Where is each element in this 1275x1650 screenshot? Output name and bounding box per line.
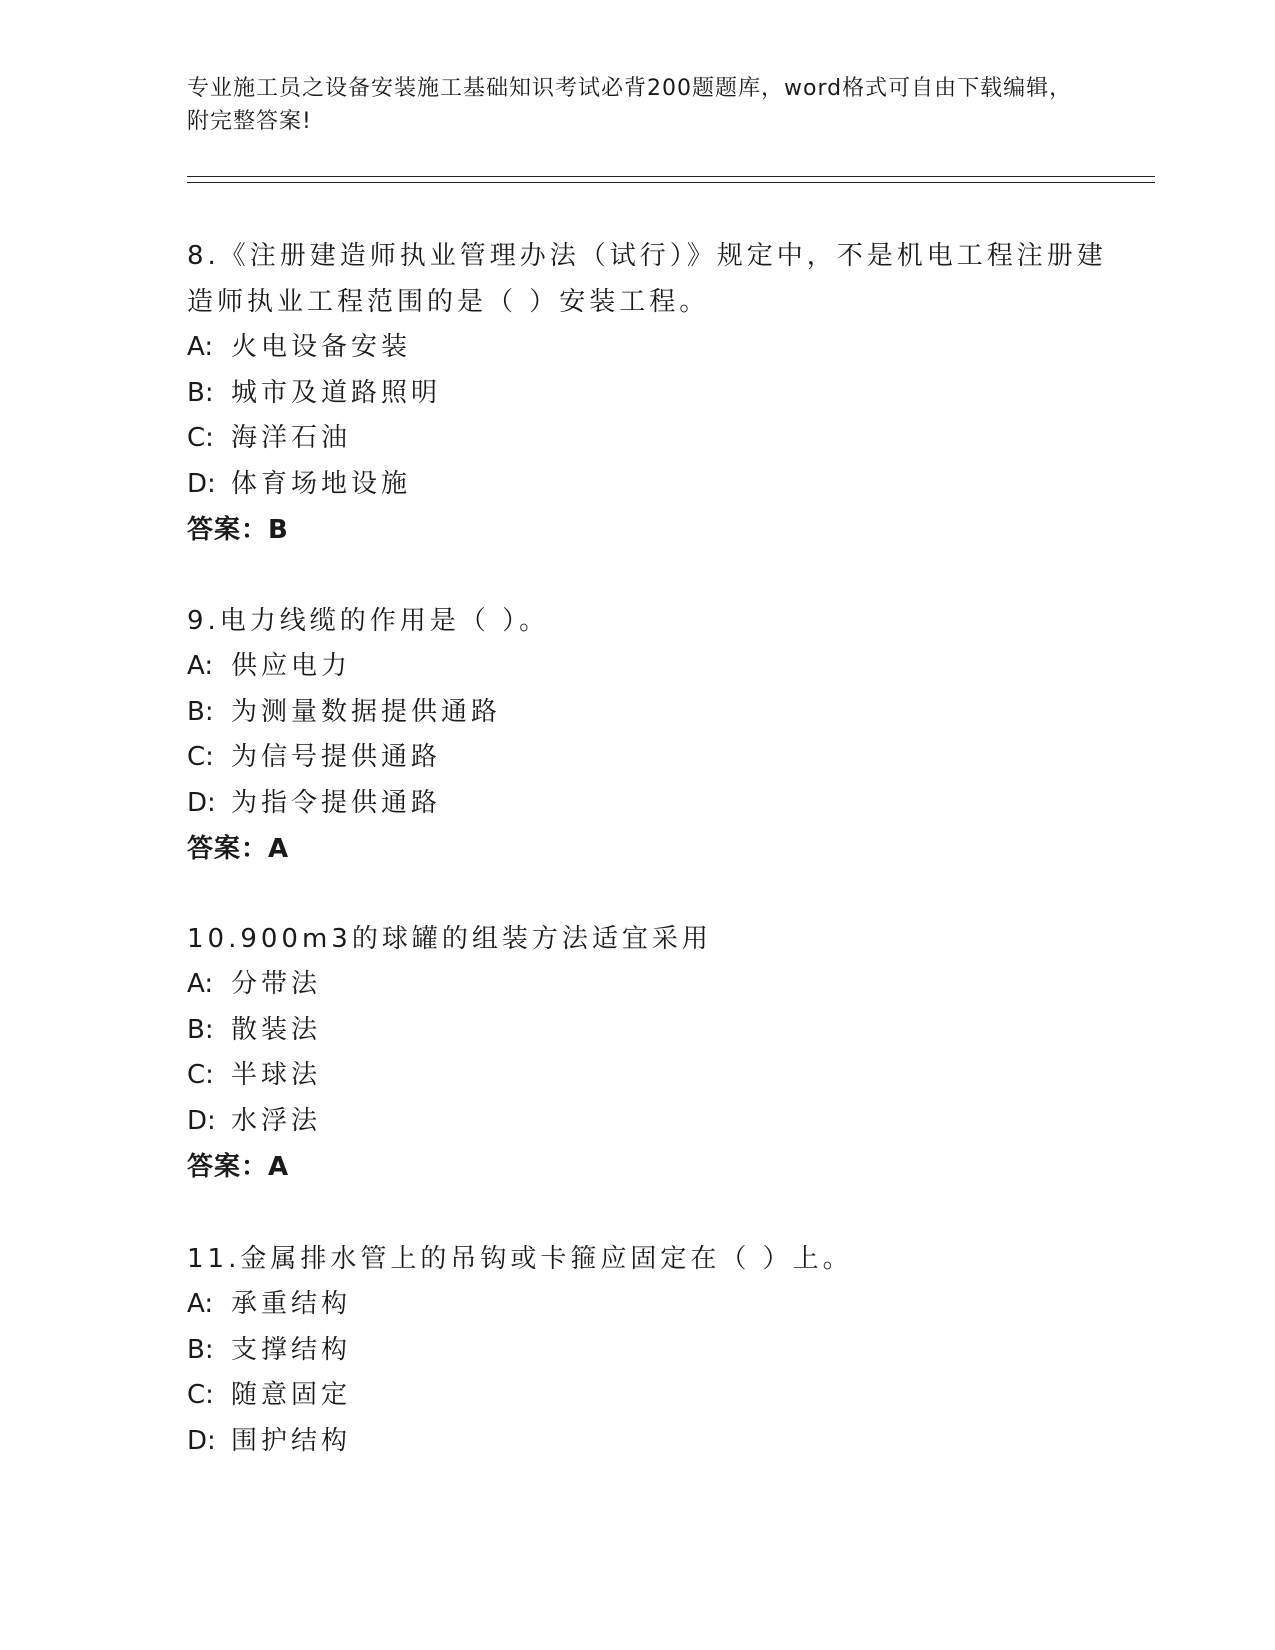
option-b (187, 1328, 1107, 1374)
option-text: 随意固定 (231, 1380, 352, 1410)
option-b (187, 690, 1107, 736)
option-text: 承重结构 (231, 1289, 352, 1319)
header-rule-top (187, 176, 1155, 177)
question-stem: 11.金属排水管上的吊钩或卡箍应固定在（ ）上。 (187, 1244, 853, 1274)
option-text: 城市及道路照明 (231, 377, 442, 408)
option-letter: D: (187, 787, 216, 818)
question-stem: 10.900m3的球罐的组装方法适宜采用 (187, 924, 712, 954)
option-a (187, 962, 1107, 1008)
option-text: 体育场地设施 (231, 468, 412, 499)
option-text: 支撑结构 (231, 1334, 352, 1365)
option-letter: A: (187, 969, 214, 999)
answer-label: 答案：A (187, 834, 290, 864)
document-header: 专业施工员之设备安装施工基础知识考试必背200题题库，word格式可自由下载编辑，附完整答案! (187, 76, 1073, 134)
option-letter: D: (187, 1105, 216, 1136)
option-text: 供应电力 (231, 651, 352, 681)
option-letter: B: (187, 1334, 214, 1365)
option-b (187, 371, 1107, 417)
option-letter: C: (187, 1060, 214, 1090)
option-d (187, 462, 1107, 508)
header-rule-bottom (187, 182, 1155, 183)
option-letter: D: (187, 468, 216, 499)
option-text: 为信号提供通路 (231, 742, 442, 772)
question-8 (187, 233, 1107, 553)
option-text: 围护结构 (231, 1425, 352, 1456)
option-text: 分带法 (231, 969, 322, 999)
option-text: 海洋石油 (231, 423, 352, 453)
question-stem: 8.《注册建造师执业管理办法（试行）》规定中，不是机电工程注册建造师执业工程范围的是（ ）安装工程。 (187, 241, 1107, 317)
option-text: 火电设备安装 (231, 332, 412, 362)
answer-label: 答案：B (187, 515, 289, 545)
question-10 (187, 916, 1107, 1190)
option-text: 水浮法 (231, 1105, 322, 1136)
option-letter: C: (187, 742, 214, 772)
question-stem: 9.电力线缆的作用是（ ）。 (187, 606, 550, 636)
option-d (187, 1419, 1107, 1465)
option-letter: A: (187, 651, 214, 681)
option-a (187, 644, 1107, 690)
option-letter: B: (187, 377, 214, 408)
option-text: 半球法 (231, 1060, 322, 1090)
option-c (187, 1053, 1107, 1099)
answer-label: 答案：A (187, 1152, 290, 1182)
option-c (187, 735, 1107, 781)
question-9 (187, 598, 1107, 872)
option-letter: B: (187, 1014, 214, 1045)
option-letter: C: (187, 423, 214, 453)
option-d (187, 1099, 1107, 1145)
option-letter: B: (187, 696, 214, 727)
option-b (187, 1008, 1107, 1054)
option-d (187, 781, 1107, 827)
option-letter: A: (187, 1289, 214, 1319)
option-text: 为测量数据提供通路 (231, 696, 502, 727)
option-letter: D: (187, 1425, 216, 1456)
option-text: 散装法 (231, 1014, 322, 1045)
question-11 (187, 1236, 1107, 1464)
option-a (187, 325, 1107, 371)
option-a (187, 1282, 1107, 1328)
option-c (187, 1373, 1107, 1419)
option-letter: C: (187, 1380, 214, 1410)
option-letter: A: (187, 332, 214, 362)
option-text: 为指令提供通路 (231, 787, 442, 818)
option-c (187, 416, 1107, 462)
